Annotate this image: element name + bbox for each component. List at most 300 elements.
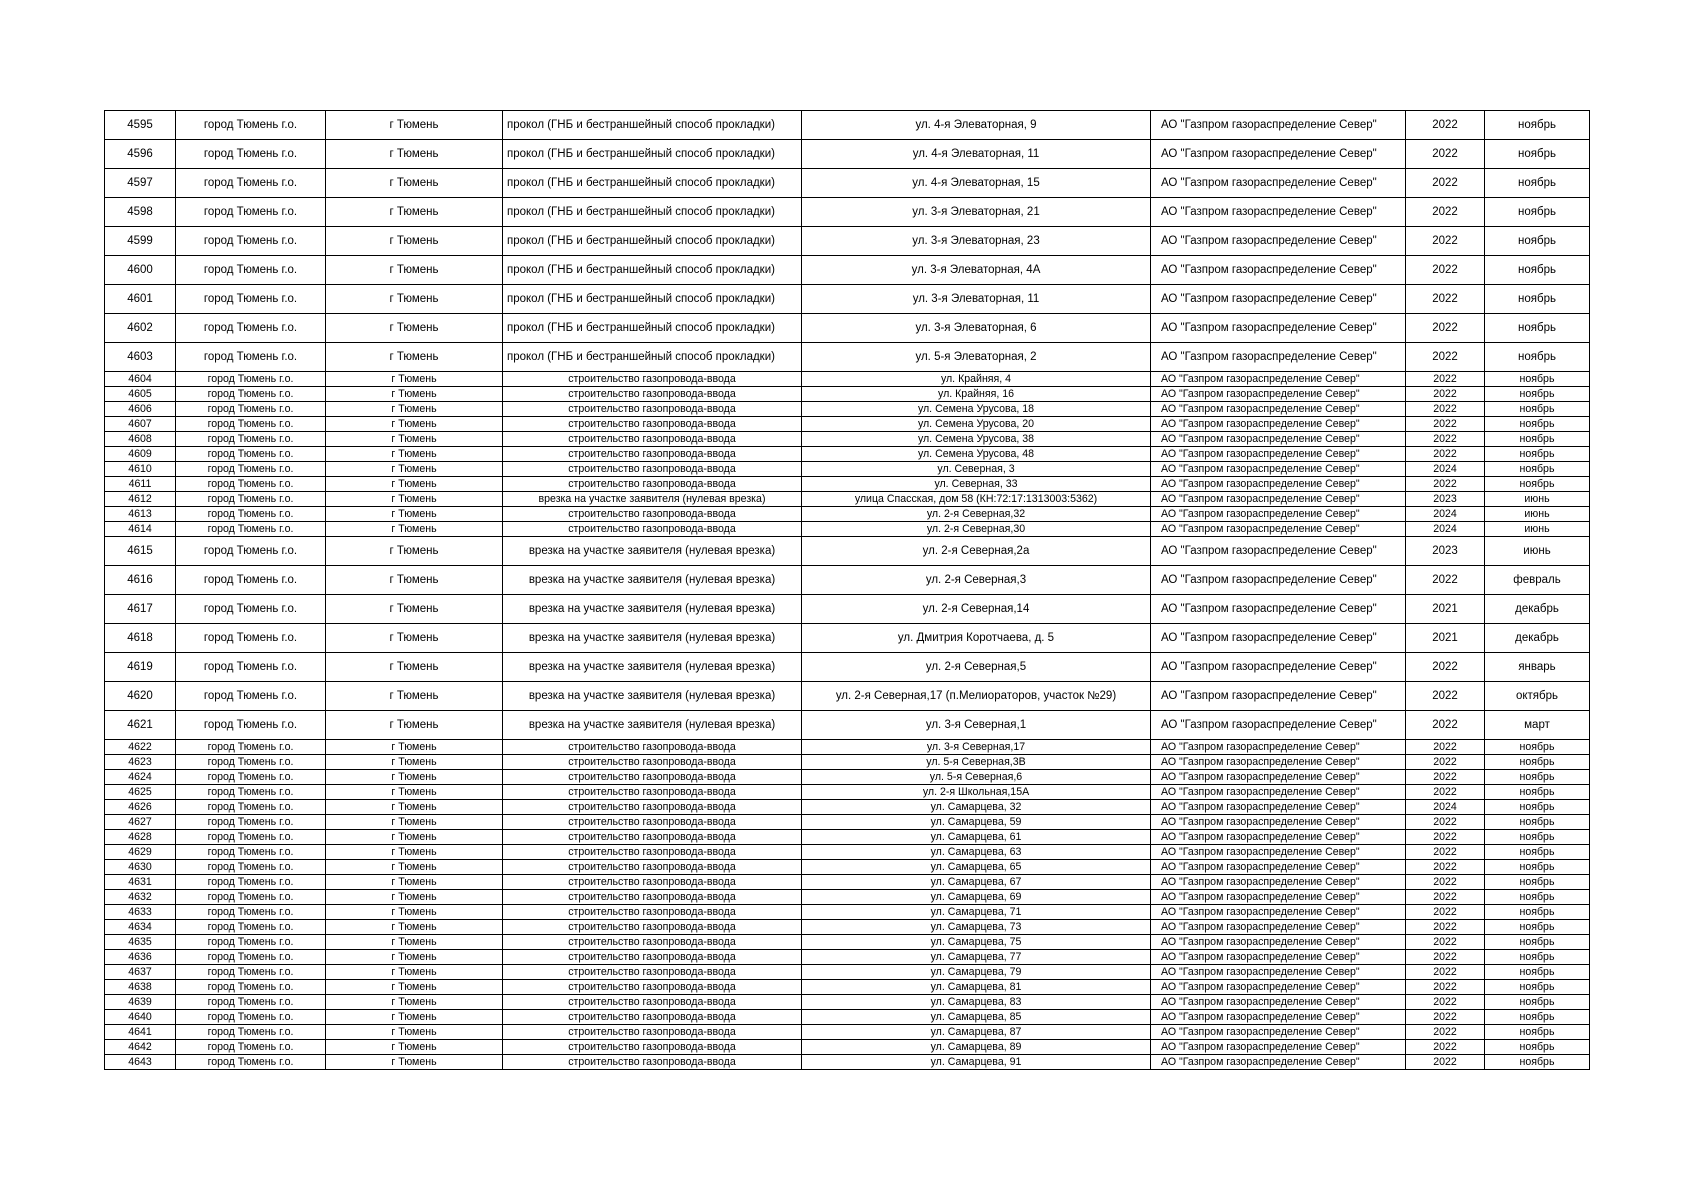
table-row: [105, 800, 1590, 815]
year-cell: 2024: [1406, 507, 1485, 522]
address-cell: ул. Дмитрия Коротчаева, д. 5: [802, 624, 1151, 653]
settlement-cell: г Тюмень: [326, 522, 503, 537]
organization-cell: АО "Газпром газораспределение Север": [1151, 1025, 1406, 1040]
address-cell: ул. 3-я Элеваторная, 11: [802, 285, 1151, 314]
month-cell: ноябрь: [1485, 477, 1590, 492]
municipality-cell: город Тюмень г.о.: [176, 343, 326, 372]
method-cell: врезка на участке заявителя (нулевая врезка): [503, 595, 802, 624]
municipality-cell: город Тюмень г.о.: [176, 595, 326, 624]
settlement-cell: г Тюмень: [326, 417, 503, 432]
organization-cell: АО "Газпром газораспределение Север": [1151, 387, 1406, 402]
year-cell: 2022: [1406, 682, 1485, 711]
organization-cell: АО "Газпром газораспределение Север": [1151, 462, 1406, 477]
month-cell: ноябрь: [1485, 1010, 1590, 1025]
year-cell: 2022: [1406, 402, 1485, 417]
address-cell: ул. 2-я Северная,14: [802, 595, 1151, 624]
method-cell: строительство газопровода-ввода: [503, 935, 802, 950]
settlement-cell: г Тюмень: [326, 785, 503, 800]
row-number-cell: 4640: [105, 1010, 176, 1025]
month-cell: ноябрь: [1485, 462, 1590, 477]
address-cell: ул. Самарцева, 32: [802, 800, 1151, 815]
row-number-cell: 4609: [105, 447, 176, 462]
month-cell: ноябрь: [1485, 980, 1590, 995]
method-cell: строительство газопровода-ввода: [503, 860, 802, 875]
year-cell: 2022: [1406, 343, 1485, 372]
organization-cell: АО "Газпром газораспределение Север": [1151, 875, 1406, 890]
row-number-cell: 4629: [105, 845, 176, 860]
table-row: [105, 1040, 1590, 1055]
month-cell: ноябрь: [1485, 111, 1590, 140]
address-cell: ул. Самарцева, 79: [802, 965, 1151, 980]
month-cell: январь: [1485, 653, 1590, 682]
municipality-cell: город Тюмень г.о.: [176, 169, 326, 198]
year-cell: 2022: [1406, 995, 1485, 1010]
year-cell: 2022: [1406, 314, 1485, 343]
settlement-cell: г Тюмень: [326, 890, 503, 905]
table-row: [105, 256, 1590, 285]
month-cell: ноябрь: [1485, 198, 1590, 227]
table-row: [105, 169, 1590, 198]
municipality-cell: город Тюмень г.о.: [176, 507, 326, 522]
method-cell: врезка на участке заявителя (нулевая врезка): [503, 537, 802, 566]
settlement-cell: г Тюмень: [326, 965, 503, 980]
year-cell: 2022: [1406, 711, 1485, 740]
month-cell: ноябрь: [1485, 402, 1590, 417]
method-cell: строительство газопровода-ввода: [503, 1025, 802, 1040]
month-cell: ноябрь: [1485, 432, 1590, 447]
method-cell: строительство газопровода-ввода: [503, 447, 802, 462]
address-cell: ул. Северная, 3: [802, 462, 1151, 477]
settlement-cell: г Тюмень: [326, 492, 503, 507]
month-cell: ноябрь: [1485, 755, 1590, 770]
organization-cell: АО "Газпром газораспределение Север": [1151, 595, 1406, 624]
address-cell: ул. Самарцева, 69: [802, 890, 1151, 905]
address-cell: ул. 2-я Северная,30: [802, 522, 1151, 537]
municipality-cell: город Тюмень г.о.: [176, 890, 326, 905]
organization-cell: АО "Газпром газораспределение Север": [1151, 169, 1406, 198]
organization-cell: АО "Газпром газораспределение Север": [1151, 432, 1406, 447]
address-cell: ул. Самарцева, 83: [802, 995, 1151, 1010]
row-number-cell: 4619: [105, 653, 176, 682]
organization-cell: АО "Газпром газораспределение Север": [1151, 537, 1406, 566]
row-number-cell: 4621: [105, 711, 176, 740]
method-cell: прокол (ГНБ и бестраншейный способ прокладки): [503, 314, 802, 343]
year-cell: 2022: [1406, 845, 1485, 860]
year-cell: 2022: [1406, 198, 1485, 227]
method-cell: строительство газопровода-ввода: [503, 417, 802, 432]
table-row: [105, 387, 1590, 402]
address-cell: ул. Самарцева, 81: [802, 980, 1151, 995]
year-cell: 2023: [1406, 492, 1485, 507]
method-cell: врезка на участке заявителя (нулевая врезка): [503, 653, 802, 682]
year-cell: 2022: [1406, 950, 1485, 965]
table-row: [105, 1025, 1590, 1040]
municipality-cell: город Тюмень г.о.: [176, 1010, 326, 1025]
row-number-cell: 4607: [105, 417, 176, 432]
month-cell: ноябрь: [1485, 1025, 1590, 1040]
organization-cell: АО "Газпром газораспределение Север": [1151, 890, 1406, 905]
address-cell: ул. 3-я Элеваторная, 23: [802, 227, 1151, 256]
organization-cell: АО "Газпром газораспределение Север": [1151, 1040, 1406, 1055]
method-cell: строительство газопровода-ввода: [503, 815, 802, 830]
municipality-cell: город Тюмень г.о.: [176, 1055, 326, 1070]
month-cell: ноябрь: [1485, 845, 1590, 860]
year-cell: 2022: [1406, 111, 1485, 140]
municipality-cell: город Тюмень г.о.: [176, 875, 326, 890]
method-cell: строительство газопровода-ввода: [503, 1040, 802, 1055]
municipality-cell: город Тюмень г.о.: [176, 920, 326, 935]
row-number-cell: 4599: [105, 227, 176, 256]
month-cell: ноябрь: [1485, 343, 1590, 372]
table-row: [105, 198, 1590, 227]
table-row: [105, 140, 1590, 169]
organization-cell: АО "Газпром газораспределение Север": [1151, 711, 1406, 740]
year-cell: 2022: [1406, 1040, 1485, 1055]
table-row: [105, 950, 1590, 965]
method-cell: строительство газопровода-ввода: [503, 755, 802, 770]
table-row: [105, 624, 1590, 653]
address-cell: ул. Семена Урусова, 48: [802, 447, 1151, 462]
method-cell: строительство газопровода-ввода: [503, 477, 802, 492]
method-cell: прокол (ГНБ и бестраншейный способ прокладки): [503, 198, 802, 227]
table-row: [105, 785, 1590, 800]
month-cell: ноябрь: [1485, 830, 1590, 845]
organization-cell: АО "Газпром газораспределение Север": [1151, 522, 1406, 537]
table-row: [105, 755, 1590, 770]
address-cell: ул. Самарцева, 73: [802, 920, 1151, 935]
organization-cell: АО "Газпром газораспределение Север": [1151, 905, 1406, 920]
row-number-cell: 4602: [105, 314, 176, 343]
month-cell: ноябрь: [1485, 285, 1590, 314]
organization-cell: АО "Газпром газораспределение Север": [1151, 507, 1406, 522]
address-cell: ул. Самарцева, 85: [802, 1010, 1151, 1025]
settlement-cell: г Тюмень: [326, 995, 503, 1010]
settlement-cell: г Тюмень: [326, 653, 503, 682]
method-cell: строительство газопровода-ввода: [503, 402, 802, 417]
month-cell: ноябрь: [1485, 875, 1590, 890]
municipality-cell: город Тюмень г.о.: [176, 402, 326, 417]
table-row: [105, 653, 1590, 682]
address-cell: ул. 2-я Школьная,15А: [802, 785, 1151, 800]
month-cell: октябрь: [1485, 682, 1590, 711]
row-number-cell: 4627: [105, 815, 176, 830]
method-cell: прокол (ГНБ и бестраншейный способ прокладки): [503, 169, 802, 198]
address-cell: ул. Северная, 33: [802, 477, 1151, 492]
settlement-cell: г Тюмень: [326, 1040, 503, 1055]
organization-cell: АО "Газпром газораспределение Север": [1151, 682, 1406, 711]
year-cell: 2022: [1406, 785, 1485, 800]
year-cell: 2021: [1406, 595, 1485, 624]
municipality-cell: город Тюмень г.о.: [176, 711, 326, 740]
year-cell: 2024: [1406, 522, 1485, 537]
method-cell: прокол (ГНБ и бестраншейный способ прокладки): [503, 343, 802, 372]
month-cell: июнь: [1485, 537, 1590, 566]
method-cell: строительство газопровода-ввода: [503, 785, 802, 800]
organization-cell: АО "Газпром газораспределение Север": [1151, 140, 1406, 169]
method-cell: прокол (ГНБ и бестраншейный способ прокладки): [503, 227, 802, 256]
table-row: [105, 875, 1590, 890]
municipality-cell: город Тюмень г.о.: [176, 432, 326, 447]
year-cell: 2022: [1406, 1055, 1485, 1070]
month-cell: ноябрь: [1485, 935, 1590, 950]
table-row: [105, 462, 1590, 477]
row-number-cell: 4617: [105, 595, 176, 624]
address-cell: ул. Самарцева, 71: [802, 905, 1151, 920]
row-number-cell: 4628: [105, 830, 176, 845]
year-cell: 2022: [1406, 1025, 1485, 1040]
address-cell: ул. 2-я Северная,5: [802, 653, 1151, 682]
method-cell: строительство газопровода-ввода: [503, 372, 802, 387]
month-cell: ноябрь: [1485, 1040, 1590, 1055]
municipality-cell: город Тюмень г.о.: [176, 1040, 326, 1055]
settlement-cell: г Тюмень: [326, 566, 503, 595]
month-cell: июнь: [1485, 522, 1590, 537]
settlement-cell: г Тюмень: [326, 950, 503, 965]
table-row: [105, 1010, 1590, 1025]
address-cell: ул. Самарцева, 67: [802, 875, 1151, 890]
address-cell: ул. Семена Урусова, 38: [802, 432, 1151, 447]
row-number-cell: 4616: [105, 566, 176, 595]
method-cell: строительство газопровода-ввода: [503, 845, 802, 860]
table-row: [105, 995, 1590, 1010]
table-row: [105, 492, 1590, 507]
organization-cell: АО "Газпром газораспределение Север": [1151, 111, 1406, 140]
organization-cell: АО "Газпром газораспределение Север": [1151, 566, 1406, 595]
month-cell: ноябрь: [1485, 965, 1590, 980]
organization-cell: АО "Газпром газораспределение Север": [1151, 755, 1406, 770]
municipality-cell: город Тюмень г.о.: [176, 682, 326, 711]
municipality-cell: город Тюмень г.о.: [176, 227, 326, 256]
year-cell: 2022: [1406, 285, 1485, 314]
municipality-cell: город Тюмень г.о.: [176, 785, 326, 800]
row-number-cell: 4639: [105, 995, 176, 1010]
table-row: [105, 845, 1590, 860]
row-number-cell: 4625: [105, 785, 176, 800]
municipality-cell: город Тюмень г.о.: [176, 860, 326, 875]
municipality-cell: город Тюмень г.о.: [176, 740, 326, 755]
settlement-cell: г Тюмень: [326, 980, 503, 995]
municipality-cell: город Тюмень г.о.: [176, 995, 326, 1010]
year-cell: 2022: [1406, 1010, 1485, 1025]
row-number-cell: 4614: [105, 522, 176, 537]
address-cell: ул. 3-я Северная,1: [802, 711, 1151, 740]
organization-cell: АО "Газпром газораспределение Север": [1151, 845, 1406, 860]
settlement-cell: г Тюмень: [326, 477, 503, 492]
method-cell: врезка на участке заявителя (нулевая врезка): [503, 682, 802, 711]
row-number-cell: 4623: [105, 755, 176, 770]
year-cell: 2022: [1406, 417, 1485, 432]
table-row: [105, 447, 1590, 462]
address-cell: ул. 2-я Северная,17 (п.Мелиораторов, участок №29): [802, 682, 1151, 711]
settlement-cell: г Тюмень: [326, 770, 503, 785]
month-cell: ноябрь: [1485, 169, 1590, 198]
table-row: [105, 711, 1590, 740]
method-cell: строительство газопровода-ввода: [503, 387, 802, 402]
municipality-cell: город Тюмень г.о.: [176, 965, 326, 980]
table-row: [105, 980, 1590, 995]
month-cell: ноябрь: [1485, 860, 1590, 875]
table-row: [105, 477, 1590, 492]
address-cell: ул. Самарцева, 87: [802, 1025, 1151, 1040]
method-cell: строительство газопровода-ввода: [503, 770, 802, 785]
settlement-cell: г Тюмень: [326, 140, 503, 169]
row-number-cell: 4610: [105, 462, 176, 477]
method-cell: строительство газопровода-ввода: [503, 800, 802, 815]
month-cell: ноябрь: [1485, 890, 1590, 905]
organization-cell: АО "Газпром газораспределение Север": [1151, 447, 1406, 462]
row-number-cell: 4612: [105, 492, 176, 507]
organization-cell: АО "Газпром газораспределение Север": [1151, 860, 1406, 875]
row-number-cell: 4636: [105, 950, 176, 965]
address-cell: ул. 3-я Элеваторная, 21: [802, 198, 1151, 227]
address-cell: ул. 4-я Элеваторная, 15: [802, 169, 1151, 198]
municipality-cell: город Тюмень г.о.: [176, 477, 326, 492]
table-row: [105, 537, 1590, 566]
month-cell: ноябрь: [1485, 905, 1590, 920]
year-cell: 2024: [1406, 800, 1485, 815]
table-row: [105, 372, 1590, 387]
year-cell: 2022: [1406, 372, 1485, 387]
organization-cell: АО "Газпром газораспределение Север": [1151, 343, 1406, 372]
year-cell: 2022: [1406, 965, 1485, 980]
month-cell: февраль: [1485, 566, 1590, 595]
address-cell: ул. 5-я Элеваторная, 2: [802, 343, 1151, 372]
address-cell: ул. Самарцева, 65: [802, 860, 1151, 875]
settlement-cell: г Тюмень: [326, 595, 503, 624]
method-cell: строительство газопровода-ввода: [503, 890, 802, 905]
municipality-cell: город Тюмень г.о.: [176, 980, 326, 995]
table-row: [105, 402, 1590, 417]
method-cell: прокол (ГНБ и бестраншейный способ прокладки): [503, 256, 802, 285]
month-cell: декабрь: [1485, 624, 1590, 653]
method-cell: строительство газопровода-ввода: [503, 965, 802, 980]
address-cell: ул. Семена Урусова, 18: [802, 402, 1151, 417]
year-cell: 2022: [1406, 905, 1485, 920]
year-cell: 2022: [1406, 387, 1485, 402]
municipality-cell: город Тюмень г.о.: [176, 387, 326, 402]
settlement-cell: г Тюмень: [326, 198, 503, 227]
method-cell: прокол (ГНБ и бестраншейный способ прокладки): [503, 285, 802, 314]
method-cell: строительство газопровода-ввода: [503, 740, 802, 755]
municipality-cell: город Тюмень г.о.: [176, 417, 326, 432]
address-cell: ул. Самарцева, 75: [802, 935, 1151, 950]
municipality-cell: город Тюмень г.о.: [176, 845, 326, 860]
month-cell: июнь: [1485, 492, 1590, 507]
year-cell: 2022: [1406, 653, 1485, 682]
table-row: [105, 815, 1590, 830]
month-cell: ноябрь: [1485, 372, 1590, 387]
row-number-cell: 4598: [105, 198, 176, 227]
method-cell: строительство газопровода-ввода: [503, 980, 802, 995]
settlement-cell: г Тюмень: [326, 227, 503, 256]
method-cell: прокол (ГНБ и бестраншейный способ прокладки): [503, 111, 802, 140]
address-cell: ул. 4-я Элеваторная, 9: [802, 111, 1151, 140]
year-cell: 2022: [1406, 830, 1485, 845]
month-cell: ноябрь: [1485, 417, 1590, 432]
settlement-cell: г Тюмень: [326, 343, 503, 372]
settlement-cell: г Тюмень: [326, 815, 503, 830]
year-cell: 2022: [1406, 477, 1485, 492]
settlement-cell: г Тюмень: [326, 860, 503, 875]
address-cell: ул. 3-я Элеваторная, 6: [802, 314, 1151, 343]
method-cell: строительство газопровода-ввода: [503, 920, 802, 935]
table-row: [105, 227, 1590, 256]
settlement-cell: г Тюмень: [326, 845, 503, 860]
row-number-cell: 4635: [105, 935, 176, 950]
row-number-cell: 4603: [105, 343, 176, 372]
address-cell: ул. Самарцева, 61: [802, 830, 1151, 845]
settlement-cell: г Тюмень: [326, 740, 503, 755]
settlement-cell: г Тюмень: [326, 507, 503, 522]
organization-cell: АО "Газпром газораспределение Север": [1151, 950, 1406, 965]
table-body: [105, 111, 1590, 1070]
organization-cell: АО "Газпром газораспределение Север": [1151, 256, 1406, 285]
settlement-cell: г Тюмень: [326, 682, 503, 711]
settlement-cell: г Тюмень: [326, 285, 503, 314]
municipality-cell: город Тюмень г.о.: [176, 256, 326, 285]
municipality-cell: город Тюмень г.о.: [176, 447, 326, 462]
settlement-cell: г Тюмень: [326, 905, 503, 920]
table-row: [105, 682, 1590, 711]
row-number-cell: 4637: [105, 965, 176, 980]
settlement-cell: г Тюмень: [326, 314, 503, 343]
month-cell: ноябрь: [1485, 1055, 1590, 1070]
address-cell: ул. 3-я Северная,17: [802, 740, 1151, 755]
row-number-cell: 4600: [105, 256, 176, 285]
organization-cell: АО "Газпром газораспределение Север": [1151, 227, 1406, 256]
method-cell: строительство газопровода-ввода: [503, 905, 802, 920]
row-number-cell: 4631: [105, 875, 176, 890]
municipality-cell: город Тюмень г.о.: [176, 372, 326, 387]
year-cell: 2022: [1406, 432, 1485, 447]
method-cell: врезка на участке заявителя (нулевая врезка): [503, 624, 802, 653]
month-cell: ноябрь: [1485, 995, 1590, 1010]
organization-cell: АО "Газпром газораспределение Север": [1151, 492, 1406, 507]
organization-cell: АО "Газпром газораспределение Север": [1151, 653, 1406, 682]
year-cell: 2022: [1406, 140, 1485, 169]
month-cell: ноябрь: [1485, 314, 1590, 343]
year-cell: 2022: [1406, 227, 1485, 256]
settlement-cell: г Тюмень: [326, 387, 503, 402]
municipality-cell: город Тюмень г.о.: [176, 492, 326, 507]
method-cell: строительство газопровода-ввода: [503, 462, 802, 477]
year-cell: 2022: [1406, 875, 1485, 890]
municipality-cell: город Тюмень г.о.: [176, 830, 326, 845]
table-row: [105, 920, 1590, 935]
method-cell: строительство газопровода-ввода: [503, 995, 802, 1010]
month-cell: июнь: [1485, 507, 1590, 522]
organization-cell: АО "Газпром газораспределение Север": [1151, 402, 1406, 417]
municipality-cell: город Тюмень г.о.: [176, 462, 326, 477]
month-cell: ноябрь: [1485, 785, 1590, 800]
organization-cell: АО "Газпром газораспределение Север": [1151, 815, 1406, 830]
year-cell: 2022: [1406, 935, 1485, 950]
table-row: [105, 830, 1590, 845]
row-number-cell: 4597: [105, 169, 176, 198]
row-number-cell: 4624: [105, 770, 176, 785]
organization-cell: АО "Газпром газораспределение Север": [1151, 800, 1406, 815]
table-row: [105, 595, 1590, 624]
table-row: [105, 965, 1590, 980]
row-number-cell: 4620: [105, 682, 176, 711]
row-number-cell: 4626: [105, 800, 176, 815]
method-cell: врезка на участке заявителя (нулевая врезка): [503, 711, 802, 740]
address-cell: ул. 2-я Северная,3: [802, 566, 1151, 595]
method-cell: строительство газопровода-ввода: [503, 1010, 802, 1025]
settlement-cell: г Тюмень: [326, 935, 503, 950]
organization-cell: АО "Газпром газораспределение Север": [1151, 477, 1406, 492]
municipality-cell: город Тюмень г.о.: [176, 770, 326, 785]
